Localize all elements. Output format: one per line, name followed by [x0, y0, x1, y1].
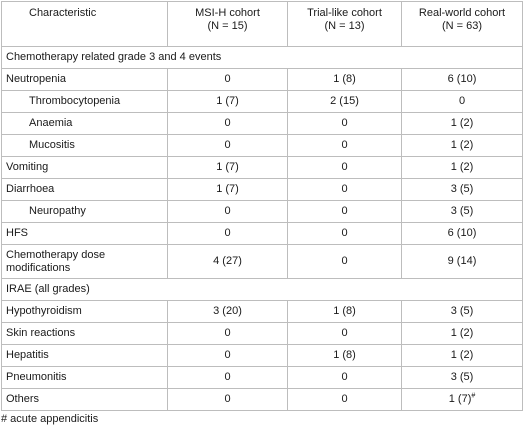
section-row-chemotherapy	[2, 47, 523, 69]
row-label: Mucositis	[2, 135, 168, 157]
cell-msi-h: 0	[168, 345, 288, 367]
row-label: Anaemia	[2, 113, 168, 135]
cell-msi-h: 0	[168, 389, 288, 411]
header-row	[2, 2, 523, 47]
cell-real-world: 0	[402, 91, 523, 113]
cell-real-world: 1 (2)	[402, 157, 523, 179]
section-row-irae	[2, 279, 523, 301]
cell-msi-h: 1 (7)	[168, 179, 288, 201]
cell-trial-like: 0	[288, 389, 402, 411]
cell-trial-like: 0	[288, 135, 402, 157]
cell-trial-like: 2 (15)	[288, 91, 402, 113]
adverse-events-table-container	[1, 1, 522, 411]
table-row	[2, 323, 523, 345]
cell-trial-like: 0	[288, 245, 402, 279]
row-label: Pneumonitis	[2, 367, 168, 389]
row-label: Others	[2, 389, 168, 411]
cell-msi-h: 1 (7)	[168, 157, 288, 179]
cell-msi-h: 0	[168, 135, 288, 157]
table-row	[2, 157, 523, 179]
cell-trial-like: 0	[288, 223, 402, 245]
header-real-world: Real-world cohort (N = 63)	[402, 2, 523, 47]
cell-trial-like: 0	[288, 179, 402, 201]
cell-trial-like: 0	[288, 157, 402, 179]
table-row	[2, 367, 523, 389]
cell-msi-h: 0	[168, 323, 288, 345]
cell-real-world: 6 (10)	[402, 223, 523, 245]
header-trial-like: Trial-like cohort (N = 13)	[288, 2, 402, 47]
row-label: Neutropenia	[2, 69, 168, 91]
cell-trial-like: 0	[288, 201, 402, 223]
header-msi-h: MSI-H cohort (N = 15)	[168, 2, 288, 47]
row-label: Hepatitis	[2, 345, 168, 367]
cell-msi-h: 4 (27)	[168, 245, 288, 279]
cell-real-world: 1 (2)	[402, 345, 523, 367]
cell-msi-h: 0	[168, 223, 288, 245]
adverse-events-table	[1, 1, 523, 411]
cell-real-world: 3 (5)	[402, 301, 523, 323]
cell-trial-like: 0	[288, 323, 402, 345]
cell-msi-h: 0	[168, 69, 288, 91]
row-label: Thrombocytopenia	[2, 91, 168, 113]
cell-trial-like: 0	[288, 367, 402, 389]
cell-trial-like: 0	[288, 113, 402, 135]
cell-msi-h: 0	[168, 367, 288, 389]
section-label: Chemotherapy related grade 3 and 4 events	[2, 47, 523, 69]
header-characteristic: Characteristic	[2, 2, 168, 47]
row-label: HFS	[2, 223, 168, 245]
cell-real-world: 1 (7)#	[402, 389, 523, 411]
cell-msi-h: 0	[168, 113, 288, 135]
cell-trial-like: 1 (8)	[288, 69, 402, 91]
table-row	[2, 223, 523, 245]
cell-msi-h: 1 (7)	[168, 91, 288, 113]
cell-real-world: 1 (2)	[402, 135, 523, 157]
cell-trial-like: 1 (8)	[288, 301, 402, 323]
row-label: Chemotherapy dose modifications	[2, 245, 168, 279]
section-label: IRAE (all grades)	[2, 279, 523, 301]
cell-real-world: 1 (2)	[402, 113, 523, 135]
cell-real-world: 3 (5)	[402, 179, 523, 201]
table-row	[2, 345, 523, 367]
cell-trial-like: 1 (8)	[288, 345, 402, 367]
row-label: Skin reactions	[2, 323, 168, 345]
row-label: Hypothyroidism	[2, 301, 168, 323]
cell-real-world: 6 (10)	[402, 69, 523, 91]
cell-msi-h: 0	[168, 201, 288, 223]
table-row	[2, 135, 523, 157]
row-label: Vomiting	[2, 157, 168, 179]
cell-real-world: 1 (2)	[402, 323, 523, 345]
cell-real-world: 3 (5)	[402, 201, 523, 223]
table-row	[2, 69, 523, 91]
footnote-marker: #	[471, 392, 476, 400]
table-row	[2, 301, 523, 323]
table-row	[2, 201, 523, 223]
table-row	[2, 179, 523, 201]
cell-msi-h: 3 (20)	[168, 301, 288, 323]
cell-real-world: 3 (5)	[402, 367, 523, 389]
table-row	[2, 389, 523, 411]
table-footnote: # acute appendicitis	[1, 413, 99, 425]
cell-real-world: 9 (14)	[402, 245, 523, 279]
row-label: Neuropathy	[2, 201, 168, 223]
table-row	[2, 113, 523, 135]
table-row	[2, 91, 523, 113]
row-label: Diarrhoea	[2, 179, 168, 201]
table-row	[2, 245, 523, 279]
